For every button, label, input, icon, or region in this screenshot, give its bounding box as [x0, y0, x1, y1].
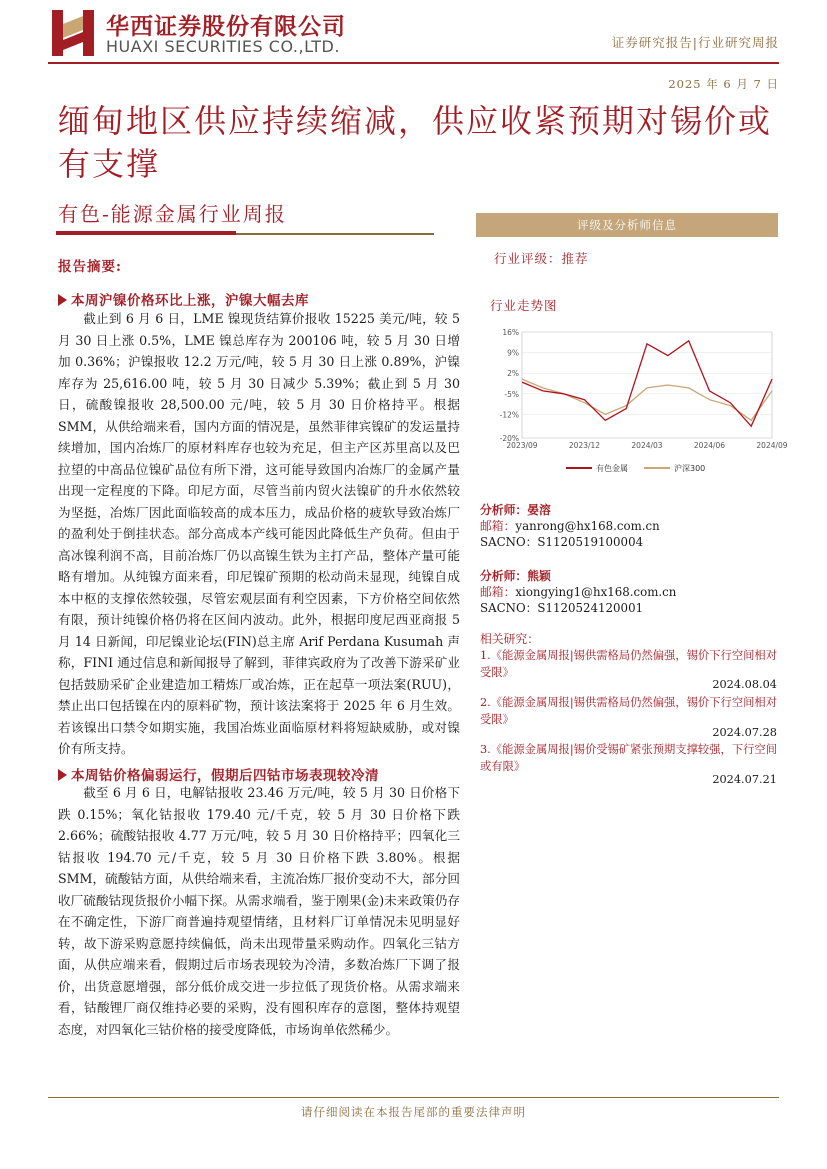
company-name-cn: 华西证券股份有限公司: [106, 14, 346, 40]
y-tick-label: 16%: [502, 328, 519, 337]
page-subtitle: 有色-能源金属行业周报: [58, 202, 287, 226]
related-research-title: 相关研究：: [480, 632, 539, 646]
related-research-item[interactable]: 1.《能源金属周报|锡供需格局仍然偏强，锡价下行空间相对受限》: [480, 649, 778, 679]
rating-info-bar: 评级及分析师信息: [476, 213, 778, 237]
x-tick-label: 2024/03: [631, 441, 663, 450]
report-type: 证券研究报告|行业研究周报: [611, 35, 779, 50]
subtitle-underline-accent: [56, 231, 236, 235]
analyst-card-2: [480, 568, 676, 616]
analyst-role: 分析师：: [480, 503, 528, 517]
chart-plot-area: [522, 332, 772, 438]
y-tick-label: 2%: [507, 369, 519, 379]
section-heading-nickel: [58, 289, 309, 309]
y-tick-label: -5%: [504, 389, 519, 399]
legend-label: 有色金属: [596, 464, 628, 473]
analyst-role: 分析师：: [480, 569, 528, 583]
analyst-card-1: [480, 502, 660, 550]
company-name-en: HUAXI SECURITIES CO.,LTD.: [106, 37, 340, 56]
section-heading-cobalt: [58, 764, 379, 784]
related-research-date: 2024.07.21: [712, 773, 777, 786]
analyst-name: 晏溶: [527, 503, 551, 517]
analyst-email[interactable]: xiongying1@hx168.com.cn: [515, 585, 677, 599]
section-body-cobalt: 截至 6 月 6 日，电解钴报收 23.46 万元/吨，较 5 月 30 日价格下跌 0.15%；氧化钴报收 179.40 元/千克，较 5 月 30 日价格下跌 2.66%；硫酸钴报收 4.77 万元/吨，较 5 月 30 日价格持平；四氧化三钴报收 194.70 元/千克，较 5 月 30 日价格下跌 3.80%。根据 SMM，硫酸钴方面，从供给端来看，主流冶炼厂报价变动不大，部分回收厂硫酸钴现货报价小幅下探。从需求端看，鉴于刚果(金)未来政策仍存在不确定性，下游厂商普遍持观望情绪，且材料厂订单情况未见明显好转，故下游采购意愿持续偏低，尚未出现带量采购动作。四氧化三钴方面，从供应端来看，假期过后市场表现较为冷清，多数冶炼厂下调了报价，出货意愿增强，部分低价成交进一步拉低了现货价格。从需求端来看，钴酸锂厂商仅维持必要的采购，没有囤积库存的意图，整体持观望态度，对四氧化三钴价格的接受度降低，市场询单依然稀少。: [58, 785, 460, 1037]
sac-label: SACNO：: [480, 535, 538, 549]
analyst-name: 熊颖: [527, 569, 551, 583]
x-tick-label: 2024/06: [693, 441, 726, 450]
triangle-bullet-icon: [58, 769, 67, 781]
related-research-item[interactable]: 2.《能源金属周报|锡供需格局仍然偏强，锡价下行空间相对受限》: [480, 696, 778, 726]
email-label: 邮箱：: [480, 519, 516, 533]
related-research-date: 2024.08.04: [712, 678, 777, 691]
y-tick-label: -20%: [499, 434, 519, 443]
footer-disclaimer: 请仔细阅读在本报告尾部的重要法律声明: [301, 1105, 526, 1119]
industry-rating: 行业评级：推荐: [494, 251, 589, 266]
summary-label: 报告摘要:: [58, 259, 122, 275]
company-logo: [52, 10, 94, 56]
series-line: [522, 341, 772, 426]
footer-divider: [48, 1097, 779, 1098]
section-body-nickel: 截止到 6 月 6 日，LME 镍现货结算价报收 15225 美元/吨，较 5 月 30 日上涨 0.5%，LME 镍总库存为 200106 吨，较 5 月 30 日增加 0.36%；沪镍报收 12.2 万元/吨，较 5 月 30 日上涨 0.89%，沪镍库存为 25,616.00 吨，较 5 月 30 日减少 5.39%；截止到 5 月 30 日，硫酸镍报收 28,500.00 元/吨，较 5 月 30 日价格持平。根据 SMM，从供给端来看，国内方面的情况是，虽然菲律宾镍矿的发运量持续增加，国内冶炼厂的原材料库存也较为充足，但主产区苏里高以及巴拉望的中高品位镍矿品位有所下滑，这可能导致国内冶炼厂的金属产量出现一定程度的下降。印尼方面，尽管当前内贸火法镍矿的升水依然较为坚挺，冶炼厂因此面临较高的成本压力，成品价格的疲软导致冶炼厂的盈利处于倒挂状态。部分高成本产线可能因此降低生产负荷。但由于高冰镍利润不高，目前冶炼厂仍以高镍生铁为主打产品，整体产量可能略有增加。从纯镍方面来看，印尼镍矿预期的松动尚未显现，纯镍自成本中枢的支撑依然较强，尽管宏观层面有利空因素，下方价格空间依然有限，预计纯镍价格仍将在区间内波动。此外，根据印度尼西亚商报 5 月 14 日新闻，印尼镍业论坛(FIN)总主席 Arif Perdana Kusumah 声称，FINI 通过信息和新闻报导了解到，菲律宾政府为了改善下游采矿业包括鼓励采矿企业建造加工精炼厂或冶炼，正在起草一项法案(RUU)，禁止出口包括镍在内的原料矿物，预计该法案将于 2025 年 6 月生效。若该镍出口禁令如期实施，我国冶炼业面临原材料将短缺威胁，或对镍价有所支持。: [58, 311, 460, 756]
sac-label: SACNO：: [480, 601, 538, 615]
x-tick-label: 2023/09: [506, 441, 538, 450]
y-tick-label: -12%: [499, 410, 519, 420]
legend-label: 沪深300: [674, 464, 706, 473]
section-heading-text: 本周沪镍价格环比上涨，沪镍大幅去库: [71, 293, 309, 309]
report-date: 2025 年 6 月 7 日: [668, 77, 779, 91]
sac-number: S1120519100004: [537, 535, 644, 549]
trend-chart-title: 行业走势图: [490, 298, 558, 313]
triangle-bullet-icon: [58, 294, 67, 306]
x-tick-label: 2024/09: [756, 441, 788, 450]
series-line: [522, 379, 772, 420]
section-heading-text: 本周钴价格偏弱运行，假期后四钴市场表现较冷清: [71, 768, 379, 784]
sac-number: S1120524120001: [537, 601, 644, 615]
y-tick-label: 9%: [507, 348, 519, 358]
header-divider: [48, 62, 779, 64]
industry-trend-chart: [488, 326, 788, 478]
page-title: 缅甸地区供应持续缩减，供应收紧预期对锡价或有支撑: [58, 102, 773, 183]
email-label: 邮箱：: [480, 585, 516, 599]
x-tick-label: 2023/12: [568, 441, 601, 450]
related-research-item[interactable]: 3.《能源金属周报|锡价受锡矿紧张预期支撑较强，下行空间或有限》: [480, 743, 778, 773]
related-research-date: 2024.07.28: [712, 726, 777, 739]
analyst-email[interactable]: yanrong@hx168.com.cn: [515, 519, 660, 533]
